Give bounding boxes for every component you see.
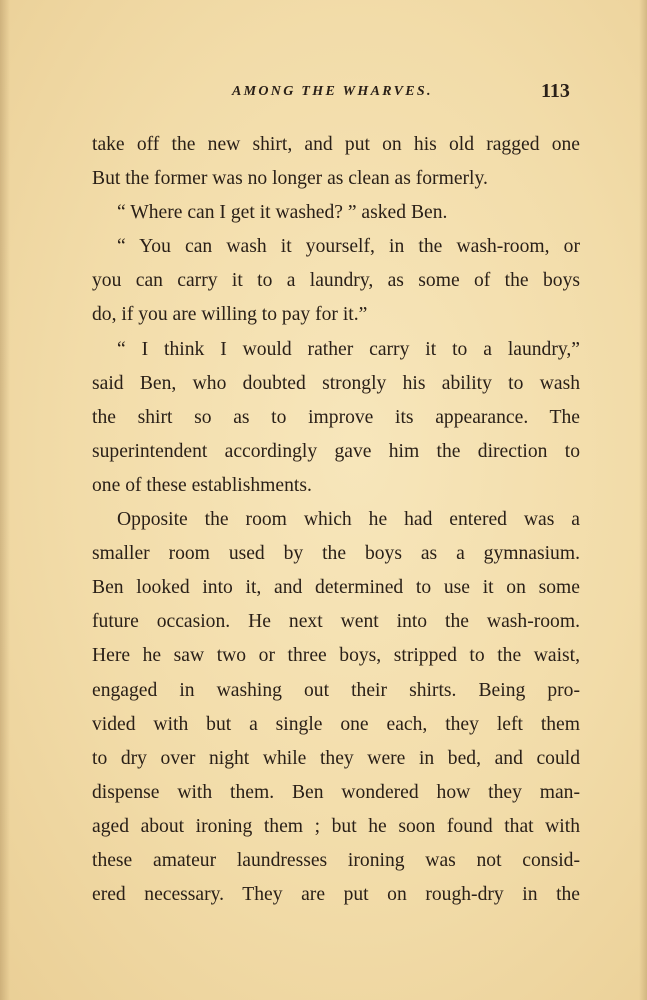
text-line: superintendent accordingly gave him the direction to [92, 440, 580, 462]
text-line: “ Where can I get it washed? ” asked Ben. [117, 202, 448, 224]
text-line: “ I think I would rather carry it to a laundry,” [117, 338, 580, 360]
text-line: take off the new shirt, and put on his old ragged one [92, 134, 580, 155]
running-head: AMONG THE WHARVES. [232, 84, 433, 99]
text-line: future occasion. He next went into the wash-room. [92, 611, 580, 633]
text-line: Ben looked into it, and determined to use it on some [92, 577, 580, 599]
text-line: But the former was no longer as clean as formerly. [92, 168, 488, 190]
text-line: Opposite the room which he had entered was a [117, 509, 580, 531]
text-line: Here he saw two or three boys, stripped to the waist, [92, 645, 580, 667]
text-line: smaller room used by the boys as a gymnasium. [92, 543, 580, 565]
text-line: dispense with them. Ben wondered how they man- [92, 781, 580, 803]
text-line: aged about ironing them ; but he soon found that with [92, 815, 580, 837]
text-line: “ You can wash it yourself, in the wash-room, or [117, 236, 580, 258]
text-line: ered necessary. They are put on rough-dry in the [92, 884, 580, 906]
text-line: the shirt so as to improve its appearance. The [92, 406, 580, 428]
text-line: to dry over night while they were in bed, and could [92, 747, 580, 769]
body-text [92, 128, 580, 912]
text-line: you can carry it to a laundry, as some of the boys [92, 270, 580, 292]
text-line: said Ben, who doubted strongly his ability to wash [92, 372, 580, 394]
text-line: vided with but a single one each, they left them [92, 713, 580, 735]
text-line: engaged in washing out their shirts. Being pro- [92, 679, 580, 701]
text-line: these amateur laundresses ironing was not consid- [92, 849, 580, 871]
page-edge-shadow-right [639, 0, 647, 1000]
page-edge-shadow-left [0, 0, 10, 1000]
page-number: 113 [541, 80, 570, 102]
text-line: do, if you are willing to pay for it.” [92, 304, 368, 326]
text-line: one of these establishments. [92, 474, 312, 496]
